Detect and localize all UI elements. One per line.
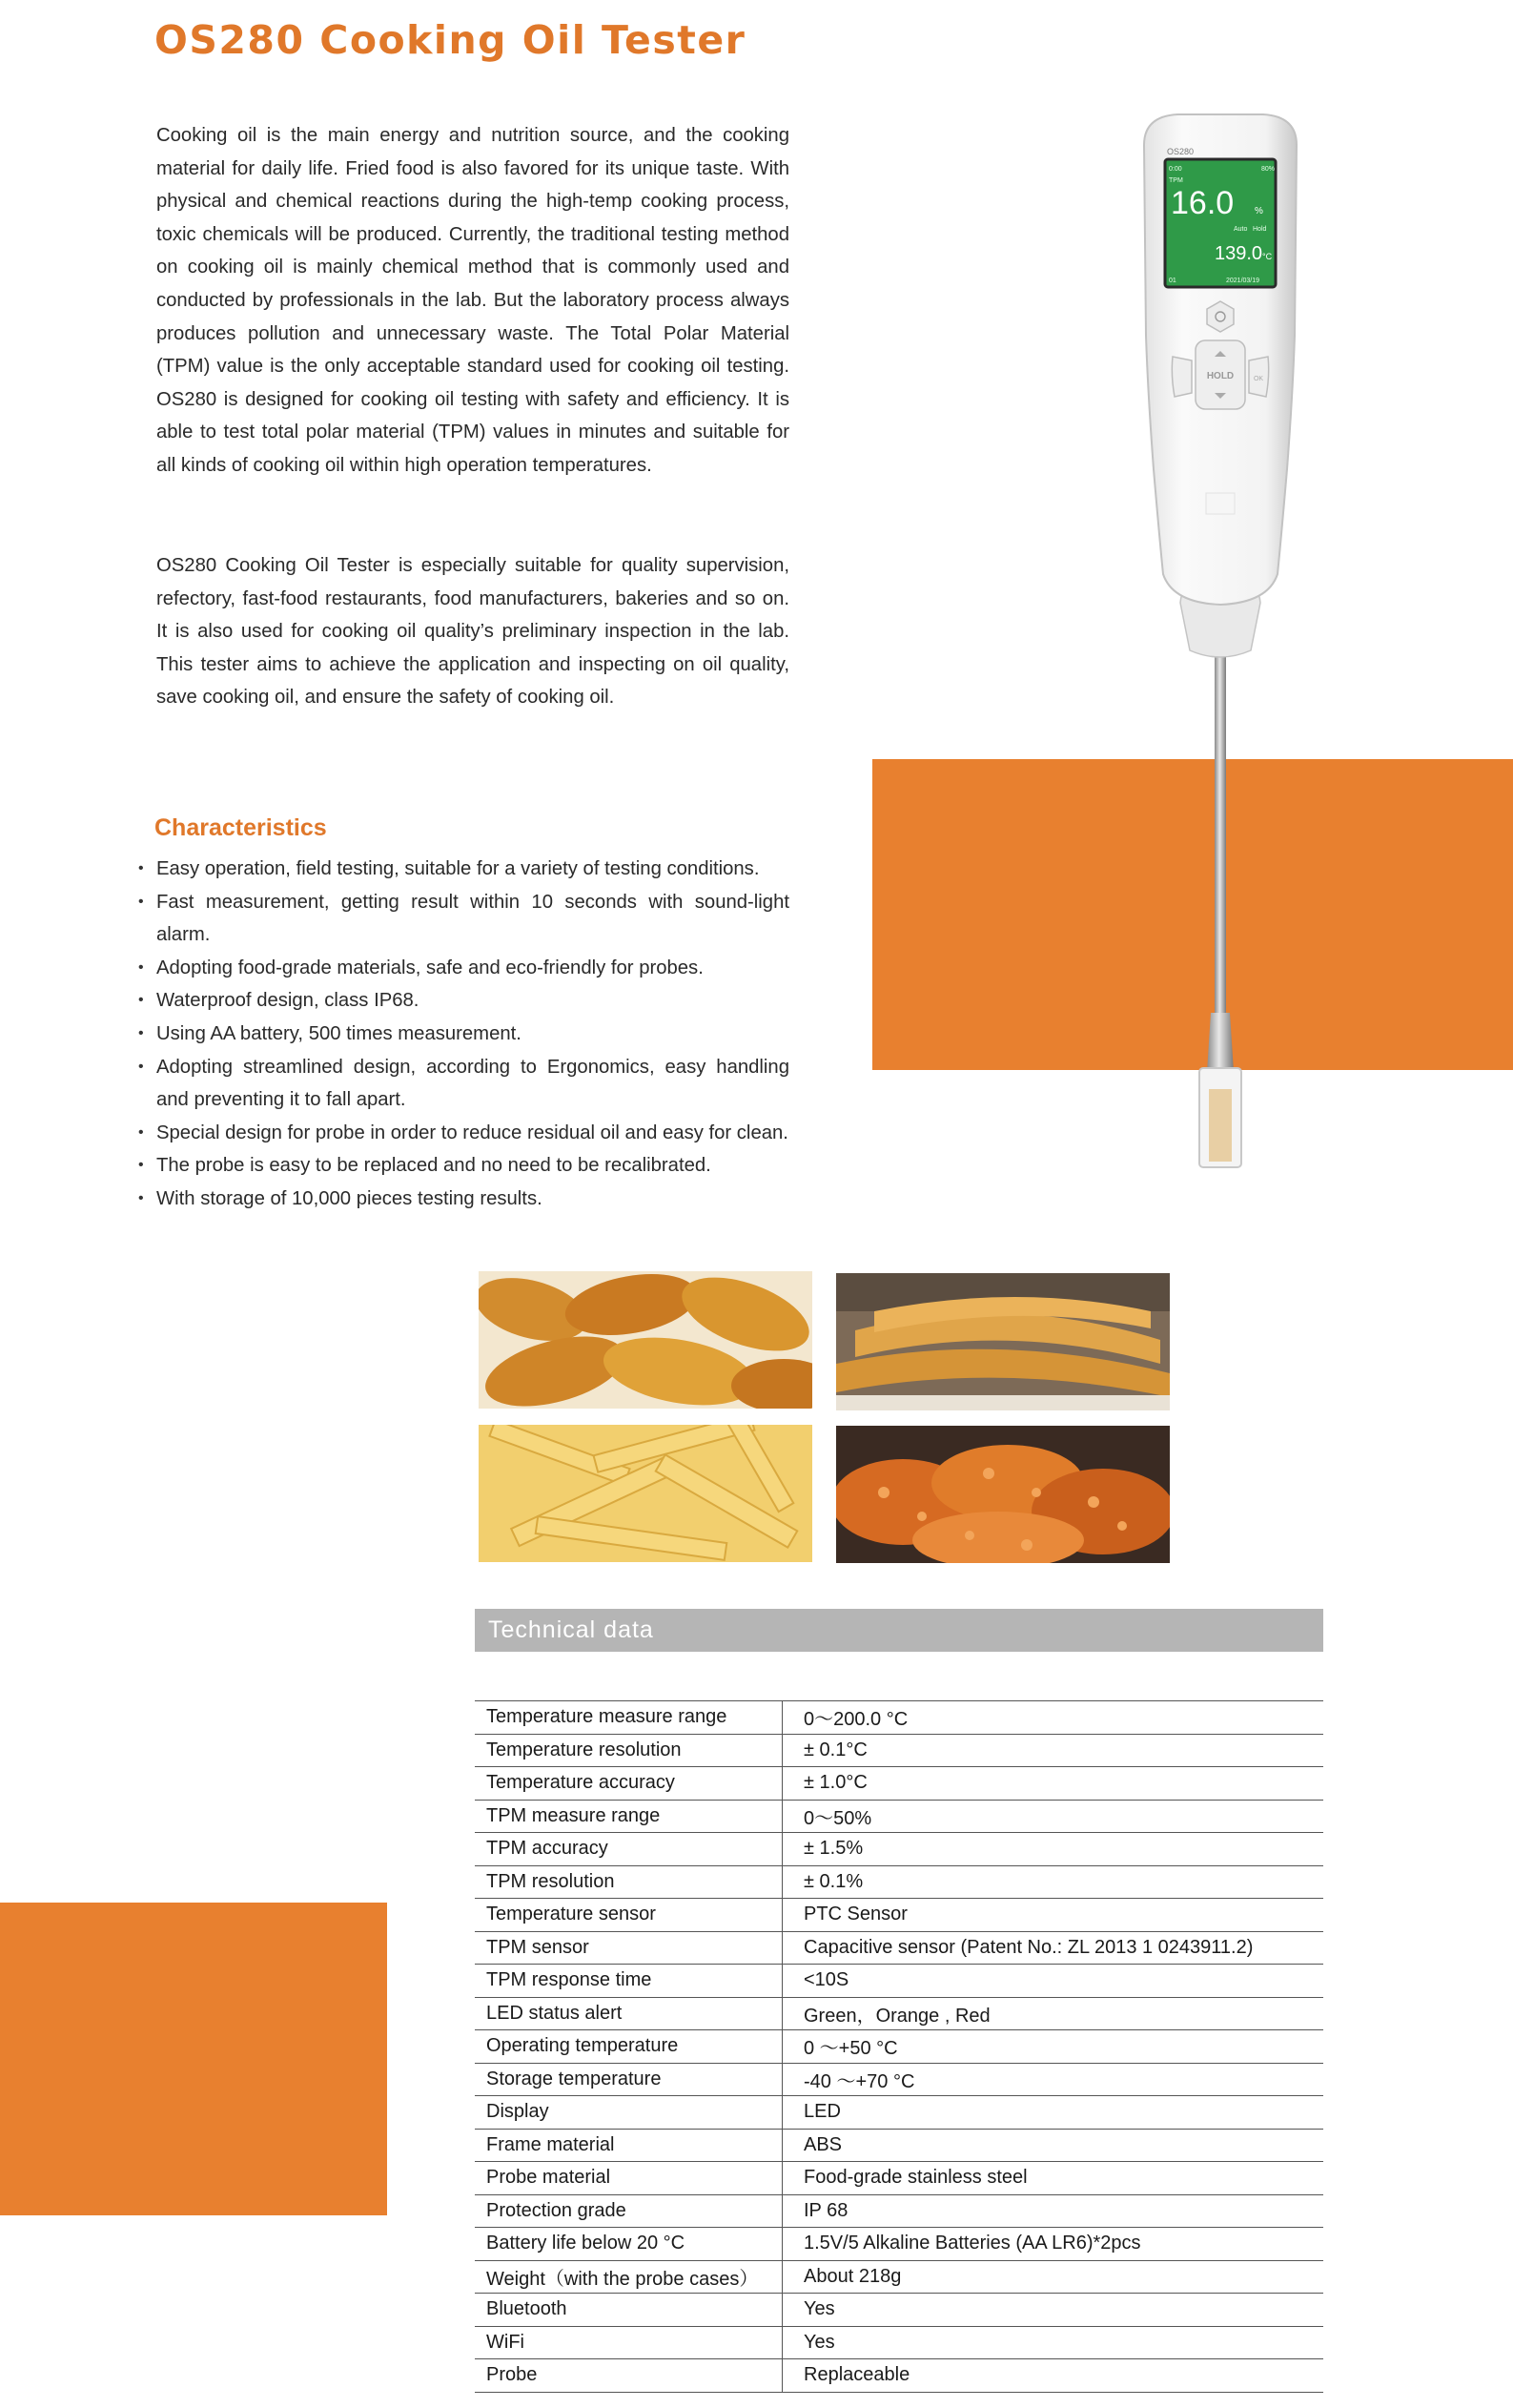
list-item: • Adopting streamlined design, according to Ergonomics, easy handling and preventing it to fall apart.: [137, 1051, 789, 1117]
fried-dough-photo: [836, 1273, 1170, 1410]
spec-parameter: Display: [475, 2096, 783, 2130]
table-row: [475, 1800, 1323, 1833]
spec-parameter: TPM resolution: [475, 1865, 783, 1899]
spec-parameter: TPM response time: [475, 1965, 783, 1998]
device-model-label: OS280: [1167, 147, 1195, 156]
spec-value: 0～200.0 °C: [783, 1701, 1324, 1735]
spec-value: -40 ～+70 °C: [783, 2063, 1324, 2096]
table-row: [475, 1734, 1323, 1767]
table-row: [475, 1833, 1323, 1866]
screen-tpm-label: TPM: [1169, 177, 1183, 184]
back-button: [1172, 357, 1192, 397]
label-plate: [1206, 493, 1235, 514]
technical-data-header: Technical data: [475, 1609, 1323, 1652]
table-row: [475, 2359, 1323, 2393]
intro-paragraph-1: Cooking oil is the main energy and nutrition source, and the cooking material for daily life. Fried food is also favored for its unique taste. With physical and chemical reactions during the high-temp cooking process, toxic chemicals will be produced. Currently, the traditional testing method on cooking oil is mainly chemical method that is commonly used and conducted by professionals in the lab. But the laboratory process always produces pollution and unnecessary waste. The Total Polar Material (TPM) value is the only acceptable standard used for cooking oil testing. OS280 is designed for cooking oil testing with safety and efficiency. It is able to test total polar material (TPM) values in minutes and suitable for all kinds of cooking oil within high operation temperatures.: [156, 125, 789, 476]
table-row: [475, 2326, 1323, 2359]
spec-parameter: Storage temperature: [475, 2063, 783, 2096]
spec-value: About 218g: [783, 2260, 1324, 2294]
spec-parameter: Weight（with the probe cases）: [475, 2260, 783, 2294]
screen-mode-hold: Hold: [1253, 226, 1267, 233]
fried-fish-photo: [479, 1271, 812, 1409]
spec-value: Capacitive sensor (Patent No.: ZL 2013 1 0243911.2): [783, 1931, 1324, 1965]
screen-date: 2021/03/19: [1226, 278, 1260, 284]
spec-value: IP 68: [783, 2194, 1324, 2228]
spec-parameter: TPM accuracy: [475, 1833, 783, 1866]
screen-tpm-value: 16.0: [1171, 185, 1235, 221]
screen-mode-auto: Auto: [1234, 226, 1248, 233]
list-item: • Fast measurement, getting result within 10 seconds with sound-light alarm.: [137, 886, 789, 952]
spec-parameter: TPM sensor: [475, 1931, 783, 1965]
spec-value: 0 ～+50 °C: [783, 2030, 1324, 2064]
spec-parameter: Temperature measure range: [475, 1701, 783, 1735]
french-fries-photo: [479, 1425, 812, 1562]
list-item: • With storage of 10,000 pieces testing results.: [137, 1183, 789, 1216]
screen-battery: 80%: [1261, 166, 1276, 173]
table-row: [475, 2063, 1323, 2096]
spec-value: Food-grade stainless steel: [783, 2162, 1324, 2195]
spec-value: <10S: [783, 1965, 1324, 1998]
spec-value: LED: [783, 2096, 1324, 2130]
fried-chicken-photo: [836, 1426, 1170, 1563]
list-item: • Special design for probe in order to reduce residual oil and easy for clean.: [137, 1117, 789, 1150]
probe-tip-collar: [1207, 1013, 1234, 1072]
device-illustration: [1125, 107, 1316, 1175]
spec-parameter: Probe: [475, 2359, 783, 2393]
hold-button-label: HOLD: [1206, 371, 1235, 381]
spec-value: Yes: [783, 2326, 1324, 2359]
spec-value: 1.5V/5 Alkaline Batteries (AA LR6)*2pcs: [783, 2228, 1324, 2261]
spec-parameter: WiFi: [475, 2326, 783, 2359]
spec-value: ± 0.1°C: [783, 1734, 1324, 1767]
spec-parameter: Temperature accuracy: [475, 1767, 783, 1801]
table-row: [475, 2228, 1323, 2261]
list-item: • Adopting food-grade materials, safe and eco-friendly for probes.: [137, 952, 789, 985]
screen-tpm-unit: %: [1255, 206, 1263, 216]
decorative-orange-block-left: [0, 1903, 387, 2215]
table-row: [475, 2194, 1323, 2228]
list-item: • Waterproof design, class IP68.: [137, 984, 789, 1018]
spec-parameter: Battery life below 20 °C: [475, 2228, 783, 2261]
spec-value: Green，Orange , Red: [783, 1997, 1324, 2030]
page-title: OS280 Cooking Oil Tester: [154, 17, 746, 63]
screen-time: 0:00: [1169, 166, 1182, 173]
table-row: [475, 2030, 1323, 2064]
table-row: [475, 2129, 1323, 2162]
spec-value: Replaceable: [783, 2359, 1324, 2393]
table-row: [475, 1865, 1323, 1899]
probe-rod: [1215, 641, 1226, 1060]
table-row: [475, 2096, 1323, 2130]
power-button: [1207, 301, 1234, 332]
screen-temp-value: 139.0: [1215, 243, 1263, 264]
spec-value: Yes: [783, 2294, 1324, 2327]
table-row: [475, 1997, 1323, 2030]
list-item: • The probe is easy to be replaced and no need to be recalibrated.: [137, 1149, 789, 1183]
spec-parameter: Bluetooth: [475, 2294, 783, 2327]
characteristics-list: [137, 853, 789, 1216]
spec-value: ABS: [783, 2129, 1324, 2162]
technical-data-table: [475, 1700, 1323, 2393]
list-item: • Easy operation, field testing, suitable for a variety of testing conditions.: [137, 853, 789, 886]
table-row: [475, 2294, 1323, 2327]
spec-value: ± 0.1%: [783, 1865, 1324, 1899]
table-row: [475, 1965, 1323, 1998]
ok-button-label: OK: [1253, 376, 1264, 382]
table-row: [475, 1899, 1323, 1932]
spec-parameter: Temperature resolution: [475, 1734, 783, 1767]
table-row: [475, 1701, 1323, 1735]
spec-value: PTC Sensor: [783, 1899, 1324, 1932]
spec-parameter: Protection grade: [475, 2194, 783, 2228]
table-row: [475, 2260, 1323, 2294]
table-row: [475, 2162, 1323, 2195]
spec-value: ± 1.0°C: [783, 1767, 1324, 1801]
spec-parameter: Probe material: [475, 2162, 783, 2195]
intro-paragraph-2: OS280 Cooking Oil Tester is especially suitable for quality supervision, refectory, fast-food restaurants, food manufacturers, bakeries and so on. It is also used for cooking oil quality’s preliminary inspection in the lab. This tester aims to achieve the application and inspecting on oil quality, save cooking oil, and ensure the safety of cooking oil.: [156, 555, 789, 709]
screen-record-no: 01: [1169, 278, 1176, 284]
spec-parameter: Temperature sensor: [475, 1899, 783, 1932]
spec-parameter: LED status alert: [475, 1997, 783, 2030]
spec-value: ± 1.5%: [783, 1833, 1324, 1866]
table-row: [475, 1767, 1323, 1801]
table-row: [475, 1931, 1323, 1965]
screen-temp-unit: °C: [1262, 252, 1273, 261]
probe-sensor-element: [1209, 1089, 1232, 1162]
list-item: • Using AA battery, 500 times measurement.: [137, 1018, 789, 1051]
spec-parameter: Frame material: [475, 2129, 783, 2162]
spec-value: 0～50%: [783, 1800, 1324, 1833]
characteristics-heading: Characteristics: [154, 814, 327, 841]
spec-parameter: TPM measure range: [475, 1800, 783, 1833]
spec-parameter: Operating temperature: [475, 2030, 783, 2064]
